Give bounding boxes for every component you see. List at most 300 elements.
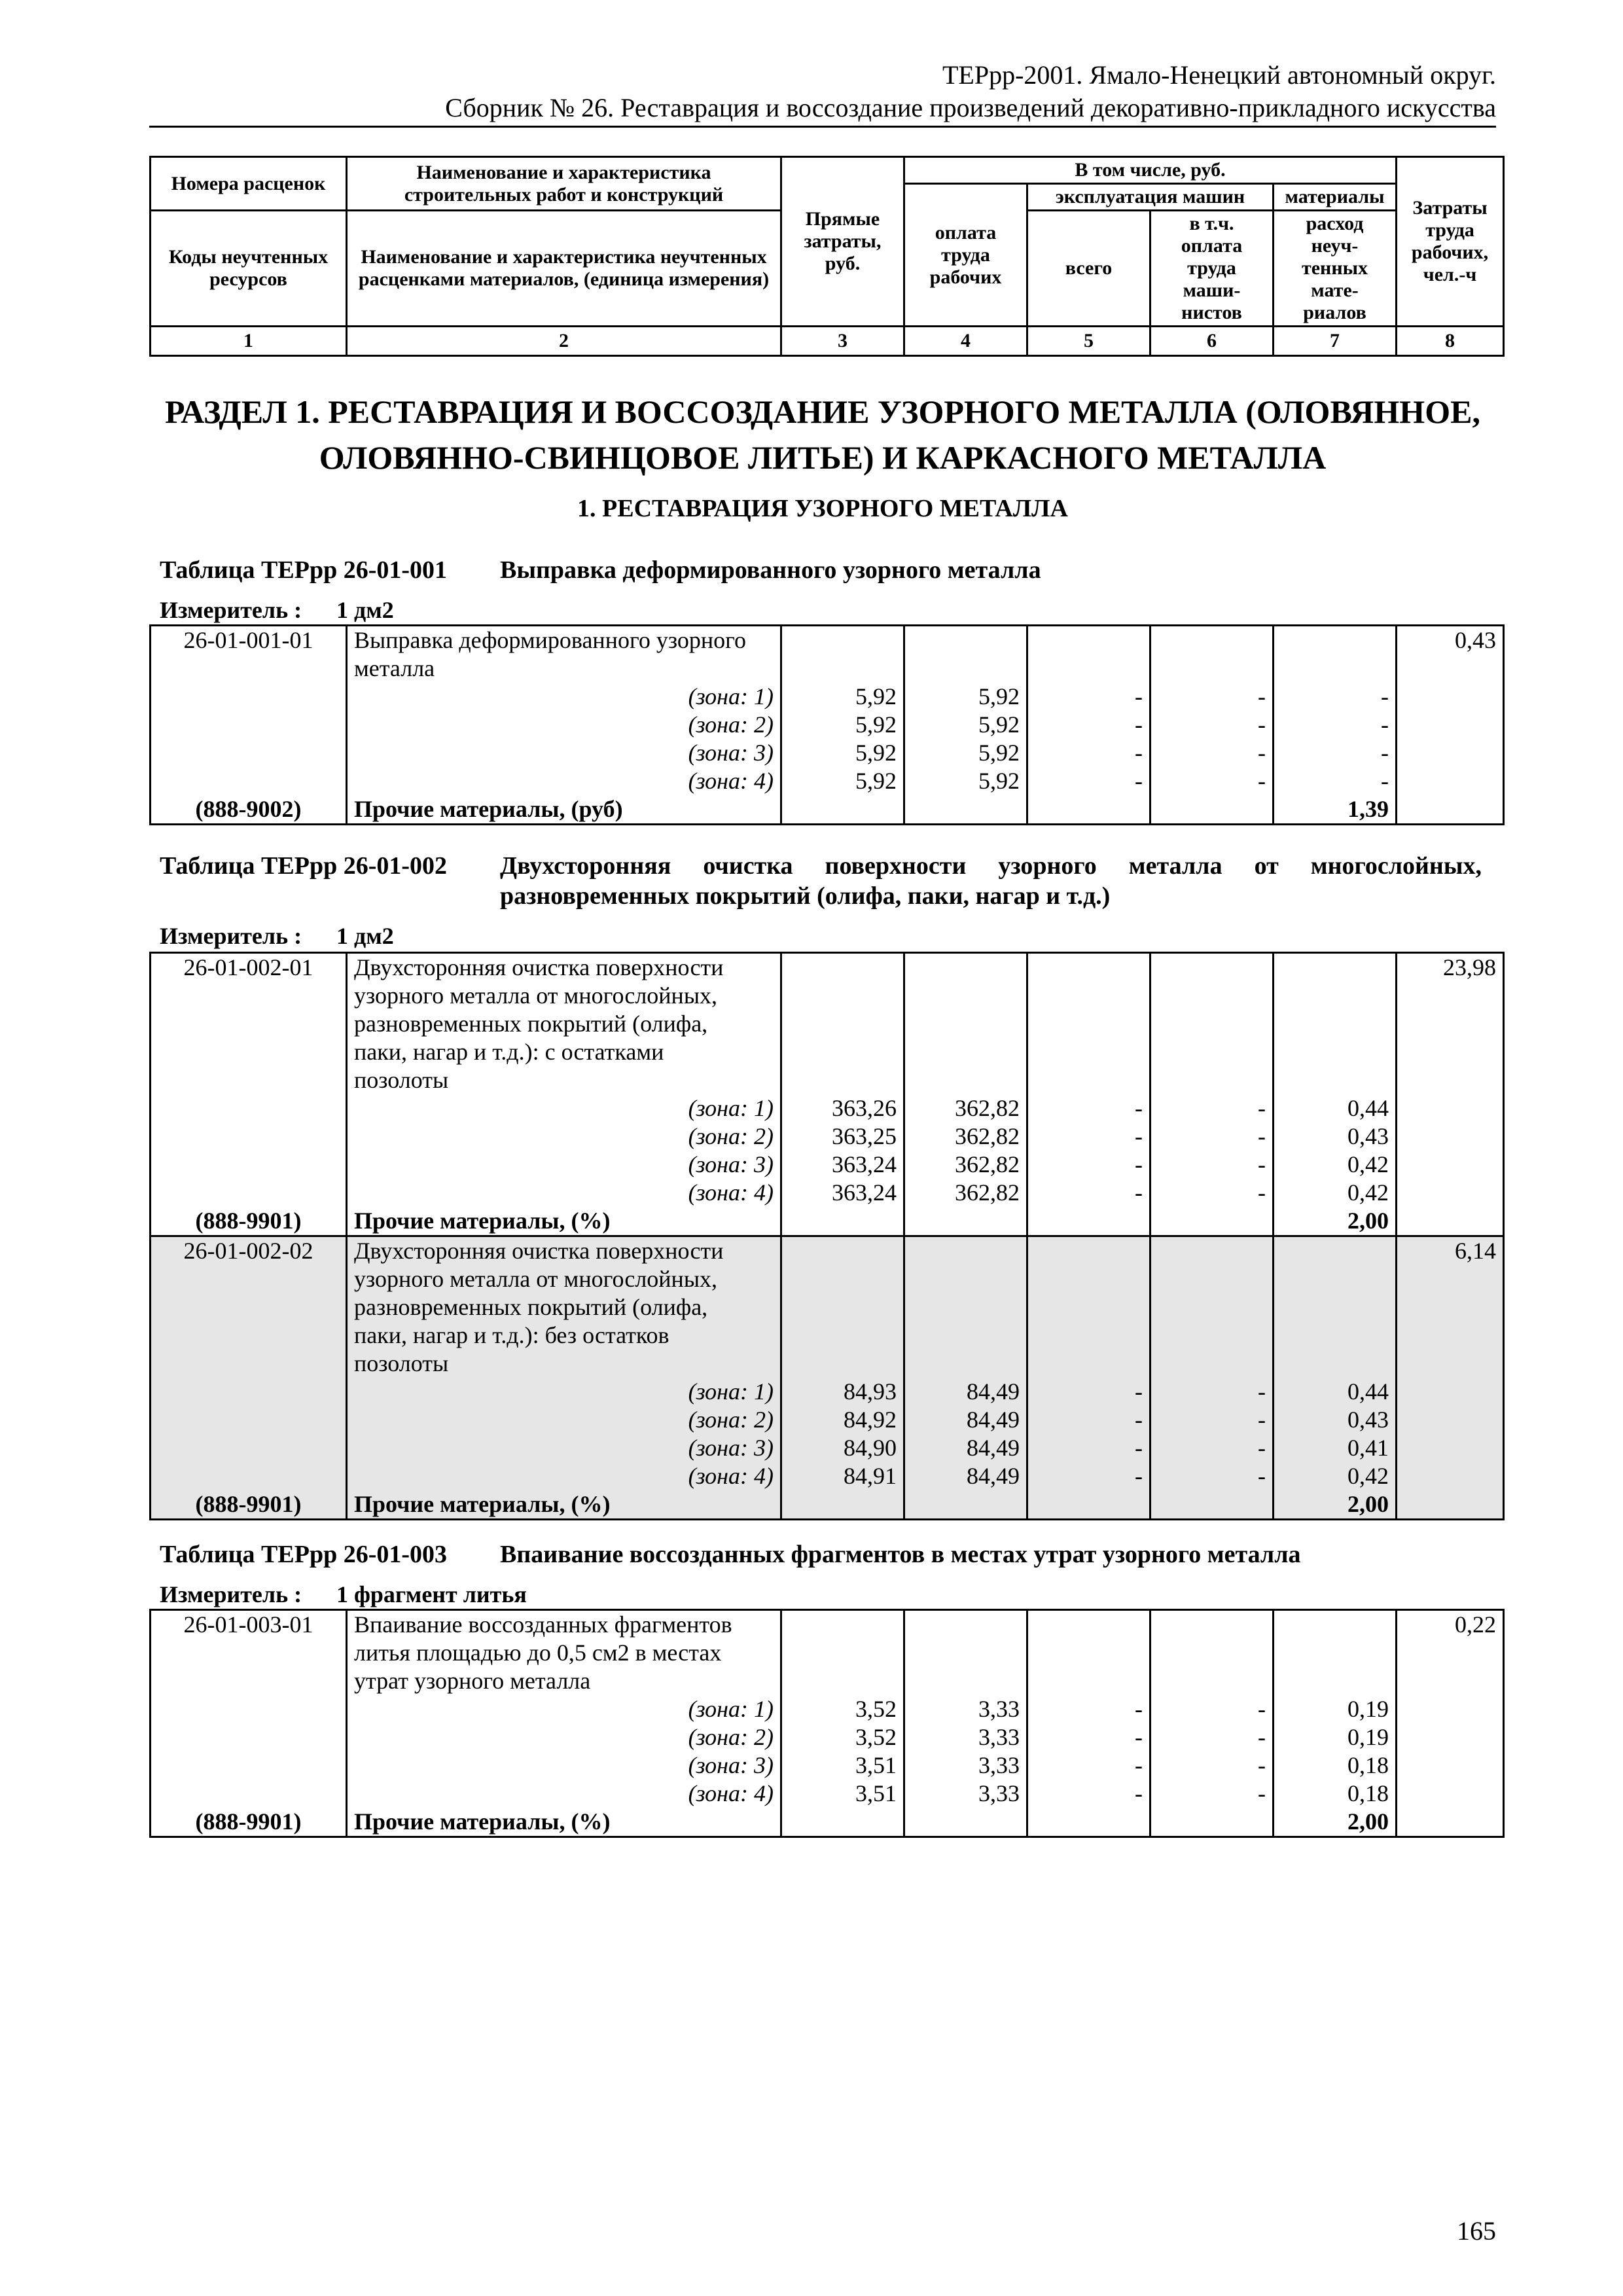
table-name: Выправка деформированного узорного металла	[500, 556, 1041, 584]
table-title-cont: разновременных покрытий (олифа, паки, нагар и т.д.)	[500, 882, 1111, 910]
table-cell: 5,92	[781, 739, 904, 767]
table-cell: 5,92	[904, 683, 1027, 711]
other-materials-row	[151, 795, 1504, 825]
table-cell: -	[1150, 1406, 1274, 1434]
table-cell: 3,52	[781, 1723, 904, 1751]
table-cell: Впаивание воссозданных фрагментов	[347, 1610, 781, 1640]
table-cell	[151, 683, 347, 711]
table-cell: разновременных покрытий (олифа,	[347, 1010, 781, 1038]
table-cell	[1150, 1207, 1274, 1236]
table-cell	[1397, 1723, 1504, 1751]
table-cell	[781, 953, 904, 982]
table-row	[151, 1179, 1504, 1207]
table-row	[151, 1723, 1504, 1751]
table-cell	[1397, 683, 1504, 711]
table-cell: -	[1274, 739, 1397, 767]
table-cell: 5,92	[904, 711, 1027, 739]
table-cell	[1027, 1293, 1150, 1321]
table-row	[151, 982, 1504, 1010]
table-title	[160, 1539, 1488, 1570]
table-cell: -	[1150, 1151, 1274, 1179]
table-cell: 2,00	[1274, 1207, 1397, 1236]
table-cell	[904, 1293, 1027, 1321]
table-cell: 26-01-002-01	[151, 953, 347, 982]
table-cell: 0,42	[1274, 1179, 1397, 1207]
table-cell	[151, 1723, 347, 1751]
table-cell: 84,49	[904, 1406, 1027, 1434]
table-title	[160, 851, 1488, 881]
table-cell	[151, 982, 347, 1010]
table-cell	[151, 1094, 347, 1122]
table-cell	[1150, 1010, 1274, 1038]
table-cell: 0,44	[1274, 1094, 1397, 1122]
table-row	[151, 711, 1504, 739]
table-cell: (зона: 1)	[347, 1094, 781, 1122]
table-cell	[1397, 1808, 1504, 1837]
table-cell	[1150, 795, 1274, 825]
table-cell	[1150, 1265, 1274, 1293]
table-cell: 5,92	[904, 739, 1027, 767]
header-rule	[149, 126, 1496, 128]
table-cell: Двухсторонняя очистка поверхности	[347, 1236, 781, 1266]
table-cell: 26-01-001-01	[151, 626, 347, 655]
table-cell	[1274, 1293, 1397, 1321]
table-name: Двухсторонняя очистка поверхности узорного металла от многослойных,	[500, 852, 1482, 880]
meter-line: Измеритель : 1 дм2	[160, 923, 394, 949]
table-cell: Прочие материалы, (руб)	[347, 795, 781, 825]
table-cell: 5,92	[781, 683, 904, 711]
table-cell: -	[1027, 683, 1150, 711]
table-cell	[904, 1265, 1027, 1293]
table-cell	[151, 1350, 347, 1378]
table-row	[151, 1406, 1504, 1434]
table-cell: (зона: 3)	[347, 1151, 781, 1179]
table-cell: -	[1027, 1179, 1150, 1207]
table-cell: 23,98	[1397, 953, 1504, 982]
table-cell: 84,91	[781, 1462, 904, 1490]
table-cell	[1274, 1350, 1397, 1378]
column-header-table	[149, 156, 1505, 357]
table-cell: 0,43	[1274, 1122, 1397, 1151]
table-cell	[151, 1378, 347, 1406]
table-cell: 363,24	[781, 1179, 904, 1207]
table-cell	[151, 1066, 347, 1094]
table-cell: 3,52	[781, 1695, 904, 1723]
table-cell	[904, 1207, 1027, 1236]
table-cell	[1027, 1808, 1150, 1837]
table-cell: Прочие материалы, (%)	[347, 1808, 781, 1837]
table-cell: 6,14	[1397, 1236, 1504, 1266]
table-cell	[904, 1236, 1027, 1266]
table-cell: -	[1150, 1723, 1274, 1751]
table-cell: 0,18	[1274, 1780, 1397, 1808]
table-cell	[781, 1490, 904, 1520]
table-row	[151, 683, 1504, 711]
table-cell	[1274, 1265, 1397, 1293]
rates-table	[149, 624, 1505, 825]
table-cell	[781, 1207, 904, 1236]
table-cell	[1027, 655, 1150, 683]
table-cell	[904, 1010, 1027, 1038]
table-cell	[1150, 1350, 1274, 1378]
table-row	[151, 1094, 1504, 1122]
rates-table	[149, 1609, 1505, 1838]
table-cell	[904, 1321, 1027, 1350]
table-cell: -	[1027, 1151, 1150, 1179]
table-cell: (888-9002)	[151, 795, 347, 825]
table-cell: -	[1027, 1122, 1150, 1151]
table-cell	[151, 1639, 347, 1667]
table-cell	[1027, 1639, 1150, 1667]
table-cell	[781, 1610, 904, 1640]
table-cell	[1397, 1462, 1504, 1490]
table-cell	[1274, 1667, 1397, 1695]
table-cell	[1397, 1151, 1504, 1179]
table-cell: -	[1150, 739, 1274, 767]
col-including: В том числе, руб.	[904, 157, 1397, 184]
table-cell	[1027, 953, 1150, 982]
table-cell: Выправка деформированного узорного	[347, 626, 781, 655]
table-cell: разновременных покрытий (олифа,	[347, 1293, 781, 1321]
col-number: 4	[904, 327, 1027, 356]
table-cell: -	[1027, 1406, 1150, 1434]
table-cell: (зона: 1)	[347, 1378, 781, 1406]
table-row	[151, 1151, 1504, 1179]
table-cell: (888-9901)	[151, 1808, 347, 1837]
table-cell	[1397, 767, 1504, 795]
table-cell	[904, 626, 1027, 655]
table-row	[151, 1350, 1504, 1378]
meter-line: Измеритель : 1 фрагмент литья	[160, 1581, 527, 1607]
col-number: 2	[347, 327, 781, 356]
table-cell: 362,82	[904, 1179, 1027, 1207]
table-cell	[904, 1639, 1027, 1667]
table-cell	[1274, 1610, 1397, 1640]
table-cell	[1397, 1780, 1504, 1808]
table-cell	[1274, 1236, 1397, 1266]
table-cell	[1150, 1236, 1274, 1266]
table-cell: -	[1150, 683, 1274, 711]
table-cell	[904, 1350, 1027, 1378]
table-cell: -	[1150, 767, 1274, 795]
table-cell	[1027, 1207, 1150, 1236]
table-cell: 3,33	[904, 1695, 1027, 1723]
table-row	[151, 1667, 1504, 1695]
table-cell	[1397, 1751, 1504, 1780]
table-cell: 0,42	[1274, 1462, 1397, 1490]
table-cell	[1397, 1179, 1504, 1207]
table-cell: Двухсторонняя очистка поверхности	[347, 953, 781, 982]
table-cell	[1150, 953, 1274, 982]
table-cell	[904, 1038, 1027, 1066]
col-machines: эксплуатация машин	[1027, 184, 1274, 211]
table-cell	[1274, 626, 1397, 655]
table-cell: 1,39	[1274, 795, 1397, 825]
table-cell: (зона: 2)	[347, 711, 781, 739]
table-cell: паки, нагар и т.д.): без остатков	[347, 1321, 781, 1350]
col-number: 8	[1397, 327, 1504, 356]
table-row	[151, 1265, 1504, 1293]
other-materials-row	[151, 1490, 1504, 1520]
table-cell: 2,00	[1274, 1808, 1397, 1837]
table-row	[151, 1751, 1504, 1780]
table-cell: 3,33	[904, 1780, 1027, 1808]
table-cell	[1397, 1010, 1504, 1038]
table-cell: Прочие материалы, (%)	[347, 1207, 781, 1236]
table-row	[151, 1462, 1504, 1490]
table-cell	[1274, 1010, 1397, 1038]
table-cell: -	[1274, 683, 1397, 711]
table-cell	[1397, 1639, 1504, 1667]
table-cell	[1150, 1038, 1274, 1066]
col-codes: Коды неучтенных ресурсов	[151, 211, 347, 327]
col-material-name: Наименование и характеристика неучтенных расценками материалов, (единица измерения)	[347, 211, 781, 327]
table-cell	[1397, 655, 1504, 683]
col-rate-numbers: Номера расценок	[151, 157, 347, 211]
table-cell: -	[1027, 1751, 1150, 1780]
table-cell: позолоты	[347, 1350, 781, 1378]
table-cell: (888-9901)	[151, 1207, 347, 1236]
table-row	[151, 953, 1504, 982]
table-cell	[1397, 1094, 1504, 1122]
table-cell	[781, 1265, 904, 1293]
table-cell: литья площадью до 0,5 см2 в местах	[347, 1639, 781, 1667]
table-cell	[151, 1179, 347, 1207]
table-cell	[1274, 953, 1397, 982]
table-cell: (зона: 2)	[347, 1406, 781, 1434]
table-cell	[781, 982, 904, 1010]
table-cell: -	[1027, 767, 1150, 795]
table-cell: (зона: 4)	[347, 1462, 781, 1490]
table-cell	[1397, 1667, 1504, 1695]
table-cell: -	[1150, 1179, 1274, 1207]
running-header-line2: Сборник № 26. Реставрация и воссоздание произведений декоративно-прикладного искусства	[445, 93, 1496, 122]
table-cell	[1150, 1321, 1274, 1350]
table-cell: 3,51	[781, 1780, 904, 1808]
table-cell	[781, 1321, 904, 1350]
table-cell: (зона: 1)	[347, 1695, 781, 1723]
table-row	[151, 739, 1504, 767]
col-number: 7	[1274, 327, 1397, 356]
table-cell: -	[1150, 1695, 1274, 1723]
table-cell: 84,92	[781, 1406, 904, 1434]
table-cell	[1397, 1066, 1504, 1094]
table-row	[151, 1378, 1504, 1406]
col-number: 6	[1150, 327, 1274, 356]
table-cell: -	[1027, 1695, 1150, 1723]
table-cell	[904, 982, 1027, 1010]
table-cell	[1150, 1808, 1274, 1837]
table-cell	[151, 1406, 347, 1434]
table-cell	[1397, 1695, 1504, 1723]
table-cell: 26-01-002-02	[151, 1236, 347, 1266]
table-cell	[1150, 655, 1274, 683]
table-cell	[1027, 1236, 1150, 1266]
table-cell: -	[1150, 1094, 1274, 1122]
table-cell	[781, 1236, 904, 1266]
table-cell	[151, 655, 347, 683]
table-cell: 0,19	[1274, 1723, 1397, 1751]
table-cell	[1274, 982, 1397, 1010]
table-cell	[151, 1293, 347, 1321]
table-cell	[151, 1695, 347, 1723]
table-cell: 5,92	[781, 767, 904, 795]
table-cell: 84,49	[904, 1462, 1027, 1490]
table-cell	[151, 1667, 347, 1695]
table-cell	[1027, 1321, 1150, 1350]
table-cell: -	[1027, 1094, 1150, 1122]
table-cell: (зона: 2)	[347, 1122, 781, 1151]
table-cell	[904, 1066, 1027, 1094]
table-row	[151, 626, 1504, 655]
table-cell	[781, 1038, 904, 1066]
table-cell	[1397, 1434, 1504, 1462]
table-cell: 363,24	[781, 1151, 904, 1179]
table-cell	[1397, 1038, 1504, 1066]
table-number: Таблица ТЕРрр 26-01-003	[160, 1541, 448, 1568]
table-cell: 84,49	[904, 1434, 1027, 1462]
table-cell	[1397, 795, 1504, 825]
table-cell	[904, 1667, 1027, 1695]
table-cell: паки, нагар и т.д.): с остатками	[347, 1038, 781, 1066]
table-cell	[1397, 1406, 1504, 1434]
table-cell	[781, 655, 904, 683]
table-cell	[151, 1434, 347, 1462]
table-cell: -	[1027, 1462, 1150, 1490]
table-cell	[151, 711, 347, 739]
running-header-line1: ТЕРрр-2001. Ямало-Ненецкий автономный округ.	[942, 60, 1496, 90]
table-row	[151, 1293, 1504, 1321]
table-cell	[1397, 1350, 1504, 1378]
table-cell: Прочие материалы, (%)	[347, 1490, 781, 1520]
table-cell	[1027, 1038, 1150, 1066]
table-cell: 362,82	[904, 1151, 1027, 1179]
col-machinist-wages: в т.ч. оплата труда маши- нистов	[1150, 211, 1274, 327]
table-cell	[1397, 739, 1504, 767]
table-cell: 2,00	[1274, 1490, 1397, 1520]
table-cell: -	[1150, 1434, 1274, 1462]
table-cell: 3,51	[781, 1751, 904, 1780]
table-cell	[1150, 1490, 1274, 1520]
table-cell	[1397, 711, 1504, 739]
table-cell: 362,82	[904, 1094, 1027, 1122]
table-cell: -	[1027, 711, 1150, 739]
section-title: РАЗДЕЛ 1. РЕСТАВРАЦИЯ И ВОССОЗДАНИЕ УЗОРНОГО МЕТАЛЛА (ОЛОВЯННОЕ, ОЛОВЯННО-СВИНЦОВОЕ ЛИТЬЕ) И КАРКАСНОГО МЕТАЛЛА	[165, 393, 1480, 476]
table-cell	[1274, 1321, 1397, 1350]
table-cell	[1274, 655, 1397, 683]
page-number: 165	[1457, 2216, 1496, 2246]
table-cell	[781, 1808, 904, 1837]
table-cell	[151, 1151, 347, 1179]
table-row	[151, 1639, 1504, 1667]
table-cell: 84,93	[781, 1378, 904, 1406]
table-cell	[904, 1610, 1027, 1640]
table-title	[160, 555, 1488, 585]
table-row	[151, 1434, 1504, 1462]
table-cell	[781, 1639, 904, 1667]
table-cell: -	[1274, 767, 1397, 795]
col-number: 3	[781, 327, 904, 356]
table-cell: -	[1274, 711, 1397, 739]
table-cell: 363,26	[781, 1094, 904, 1122]
table-cell: (зона: 4)	[347, 767, 781, 795]
table-cell: 0,41	[1274, 1434, 1397, 1462]
table-cell	[1397, 1490, 1504, 1520]
table-cell	[1027, 795, 1150, 825]
table-cell	[1027, 1010, 1150, 1038]
table-cell: 0,43	[1274, 1406, 1397, 1434]
table-cell: -	[1150, 1751, 1274, 1780]
table-row	[151, 1038, 1504, 1066]
table-cell: -	[1150, 1122, 1274, 1151]
subsection-title: 1. РЕСТАВРАЦИЯ УЗОРНОГО МЕТАЛЛА	[577, 495, 1068, 522]
table-row	[151, 1122, 1504, 1151]
table-cell	[151, 1751, 347, 1780]
table-cell	[781, 1667, 904, 1695]
table-cell: -	[1027, 1434, 1150, 1462]
table-row	[151, 1780, 1504, 1808]
table-cell: узорного металла от многослойных,	[347, 982, 781, 1010]
table-row	[151, 1010, 1504, 1038]
table-cell	[904, 795, 1027, 825]
table-cell	[151, 767, 347, 795]
table-cell: (зона: 2)	[347, 1723, 781, 1751]
table-cell	[1027, 1490, 1150, 1520]
table-cell	[1150, 1639, 1274, 1667]
table-cell: (зона: 3)	[347, 1434, 781, 1462]
table-cell: (зона: 3)	[347, 1751, 781, 1780]
table-cell	[1027, 1610, 1150, 1640]
table-cell: 26-01-003-01	[151, 1610, 347, 1640]
table-cell	[151, 1010, 347, 1038]
table-cell: 3,33	[904, 1751, 1027, 1780]
table-cell: 363,25	[781, 1122, 904, 1151]
col-number: 5	[1027, 327, 1150, 356]
col-number: 1	[151, 327, 347, 356]
table-cell	[1150, 1667, 1274, 1695]
table-cell	[151, 1462, 347, 1490]
table-row	[151, 1236, 1504, 1266]
table-cell: -	[1150, 711, 1274, 739]
col-materials: материалы	[1274, 184, 1397, 211]
table-cell	[1274, 1639, 1397, 1667]
table-cell	[781, 626, 904, 655]
table-cell	[1027, 982, 1150, 1010]
table-cell	[1274, 1066, 1397, 1094]
table-cell	[1397, 1207, 1504, 1236]
table-cell	[781, 1010, 904, 1038]
table-cell	[1150, 1066, 1274, 1094]
table-cell: -	[1027, 739, 1150, 767]
table-cell: -	[1027, 1780, 1150, 1808]
table-cell: (зона: 4)	[347, 1179, 781, 1207]
table-cell	[1027, 1667, 1150, 1695]
table-cell: позолоты	[347, 1066, 781, 1094]
table-cell	[904, 1490, 1027, 1520]
table-cell	[151, 1780, 347, 1808]
table-cell: 0,18	[1274, 1751, 1397, 1780]
table-row	[151, 1610, 1504, 1640]
col-material-consumption: расход неуч- тенных мате- риалов	[1274, 211, 1397, 327]
table-cell: металла	[347, 655, 781, 683]
table-cell: узорного металла от многослойных,	[347, 1265, 781, 1293]
col-work-name: Наименование и характеристика строительных работ и конструкций	[347, 157, 781, 211]
table-cell	[151, 739, 347, 767]
table-cell: 0,42	[1274, 1151, 1397, 1179]
table-cell	[904, 655, 1027, 683]
table-cell	[1027, 1066, 1150, 1094]
table-cell	[1150, 1610, 1274, 1640]
